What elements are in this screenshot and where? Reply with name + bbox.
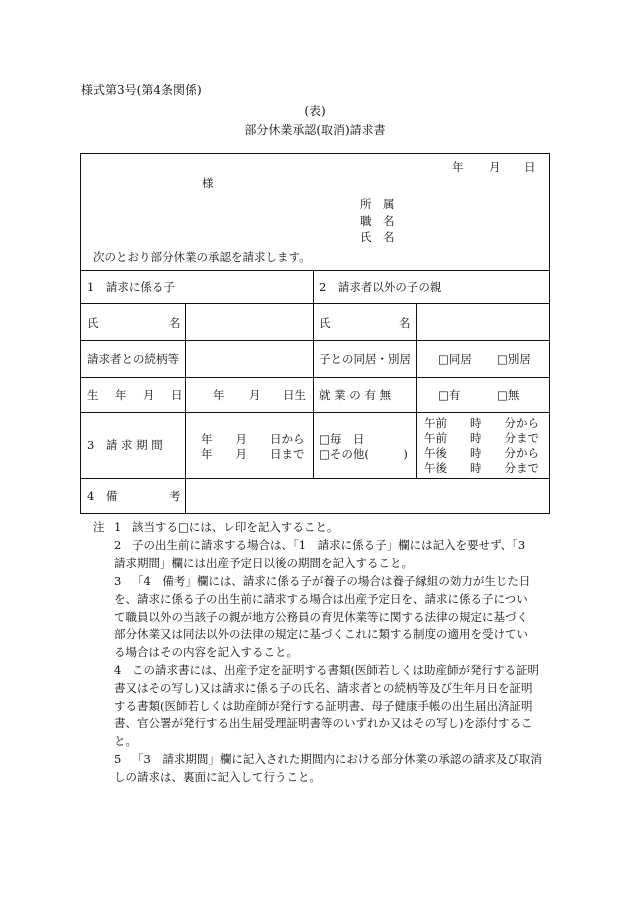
note-line: 部分休業又は同法以外の法律の規定に基づくこれに類する制度の適用を受けてい bbox=[114, 627, 528, 641]
request-form-table bbox=[80, 153, 550, 514]
date-year: 年 bbox=[452, 160, 464, 174]
note-number: 4 bbox=[114, 663, 122, 677]
side-label: (表) bbox=[304, 104, 326, 118]
birth-label-2: 年 bbox=[115, 388, 127, 402]
note-line: 該当する□には、レ印を記入すること。 bbox=[132, 520, 339, 534]
note-line: この請求書には、出産予定を証明する書類(医師若しくは助産師が発行する証明 bbox=[132, 663, 539, 677]
applicant-name-label: 氏 名 bbox=[360, 230, 395, 244]
remarks-label-b: 考 bbox=[169, 489, 181, 503]
time-am-from: 午前 時 分から bbox=[424, 416, 539, 430]
rule-after-period bbox=[81, 478, 549, 479]
birth-label-1: 生 bbox=[87, 388, 99, 402]
col-rule-right bbox=[416, 303, 417, 478]
note-line: 子の出生前に請求する場合は、「1 請求に係る子」欄には記入を要せず、「3 bbox=[132, 538, 526, 552]
date-month: 月 bbox=[489, 160, 501, 174]
rule-after-birth bbox=[81, 412, 549, 413]
remarks-label-a: 4 備 bbox=[87, 489, 118, 503]
note-line: 請求期間」欄には出産予定日以後の期間を記入すること。 bbox=[114, 556, 413, 570]
date-day: 日 bbox=[524, 160, 536, 174]
birth-label-4: 日 bbox=[171, 388, 183, 402]
affiliation-label: 所 属 bbox=[360, 197, 395, 211]
form-number: 様式第3号(第4条関係) bbox=[81, 83, 202, 97]
child-name-label-b: 名 bbox=[169, 316, 181, 330]
period-label: 3 請 求 期 間 bbox=[87, 438, 163, 452]
position-label: 職 名 bbox=[360, 214, 395, 228]
rule-after-headings bbox=[81, 303, 549, 304]
addressee-sama: 様 bbox=[202, 176, 214, 190]
rule-after-relation bbox=[81, 377, 549, 378]
employment-checkbox-no[interactable]: □無 bbox=[497, 388, 520, 402]
daily-checkbox[interactable]: □毎 日 bbox=[319, 432, 365, 446]
rule-after-name bbox=[81, 340, 549, 341]
period-from: 年 月 日から bbox=[201, 432, 305, 446]
employment-checkbox-yes[interactable]: □有 bbox=[438, 388, 461, 402]
col-rule-remarks bbox=[185, 478, 186, 513]
time-am-to: 午前 時 分まで bbox=[424, 431, 539, 445]
note-line: 「4 備考」欄には、請求に係る子が養子の場合は養子縁組の効力が生じた日 bbox=[132, 574, 531, 588]
note-number: 2 bbox=[114, 538, 122, 552]
section2-heading: 2 請求者以外の子の親 bbox=[319, 280, 442, 294]
cohabitation-checkbox-yes[interactable]: □同居 bbox=[438, 352, 472, 366]
note-line: 書、官公署が発行する出生届受理証明書等のいずれか又はその写し)を添付するこ bbox=[114, 716, 533, 730]
col-rule-center bbox=[313, 270, 314, 478]
note-line: る場合はその内容を記入すること。 bbox=[114, 644, 298, 659]
birth-label-3: 月 bbox=[143, 388, 155, 402]
note-line: しの請求は、裏面に記入して行うこと。 bbox=[114, 770, 321, 784]
parent-name-label-a: 氏 bbox=[319, 316, 331, 330]
note-line: 「3 請求期間」欄に記入された期間内における部分休業の承認の請求及び取消 bbox=[132, 752, 542, 766]
rule-after-header bbox=[81, 270, 549, 271]
form-title: 部分休業承認(取消)請求書 bbox=[244, 123, 386, 137]
relation-label: 請求者との続柄等 bbox=[87, 352, 179, 366]
time-pm-to: 午後 時 分まで bbox=[424, 461, 539, 475]
parent-name-label-b: 名 bbox=[399, 316, 411, 330]
employment-label: 就 業 の 有 無 bbox=[319, 388, 392, 402]
cohabitation-label: 子との同居・別居 bbox=[319, 352, 411, 366]
other-checkbox[interactable]: □その他( ) bbox=[319, 447, 408, 461]
note-line: と。 bbox=[114, 733, 137, 748]
note-number: 3 bbox=[114, 574, 122, 588]
time-pm-from: 午後 時 分から bbox=[424, 446, 539, 460]
section1-heading: 1 請求に係る子 bbox=[87, 280, 175, 294]
note-line: て職員以外の当該子の親が地方公務員の育児休業等に関する法律の規定に基づく bbox=[114, 609, 528, 624]
note-number: 1 bbox=[114, 520, 122, 534]
note-line: を、請求に係る子の出生前に請求する場合は出産予定日を、請求に係る子につい bbox=[114, 592, 528, 606]
col-rule-label bbox=[185, 303, 186, 478]
birth-year: 年 bbox=[213, 388, 225, 402]
birth-month: 月 bbox=[249, 388, 261, 402]
notes-label: 注 bbox=[93, 520, 105, 534]
cohabitation-checkbox-no[interactable]: □別居 bbox=[497, 352, 531, 366]
child-name-label-a: 氏 bbox=[87, 316, 99, 330]
birth-day: 日生 bbox=[283, 388, 306, 402]
request-sentence: 次のとおり部分休業の承認を請求します。 bbox=[93, 250, 311, 264]
note-number: 5 bbox=[114, 752, 122, 766]
note-line: する書類(医師若しくは助産師が発行する証明書、母子健康手帳の出生届出済証明 bbox=[114, 698, 533, 713]
note-line: 書又はその写し)又は請求に係る子の氏名、請求者との続柄等及び生年月日を証明 bbox=[114, 681, 533, 695]
period-to: 年 月 日まで bbox=[201, 447, 305, 461]
